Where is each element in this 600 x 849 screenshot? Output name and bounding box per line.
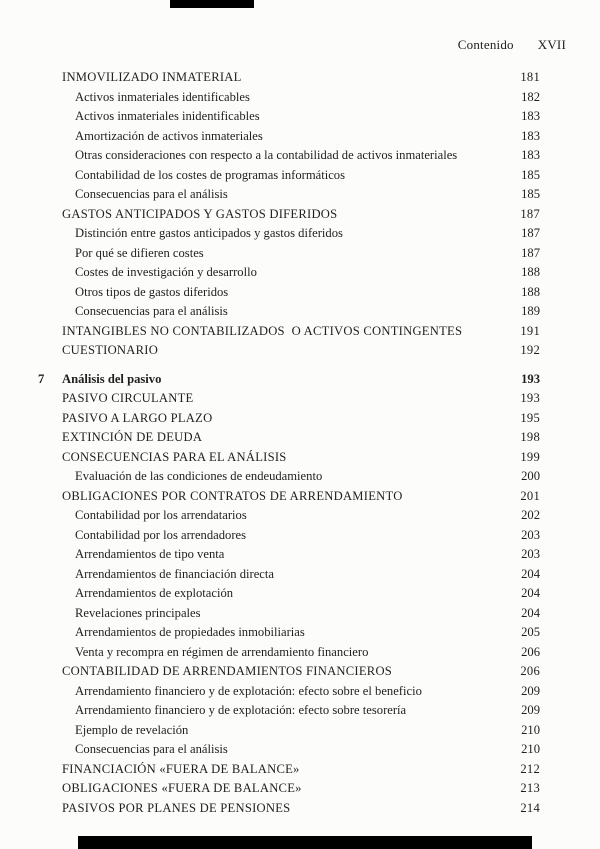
toc-entry (0, 185, 600, 205)
toc-entry-page: 204 (521, 586, 540, 600)
toc-entry (0, 224, 600, 244)
toc-entry-title: Otros tipos de gastos diferidos (75, 284, 229, 299)
toc-entry (0, 643, 600, 663)
toc-entry (0, 341, 600, 361)
toc-entry-page: 185 (521, 167, 540, 182)
toc-entry-title: PASIVO CIRCULANTE (62, 391, 194, 405)
toc-entry-page: 210 (521, 742, 540, 756)
toc-entry (0, 545, 600, 565)
toc-entry-page: 203 (521, 547, 540, 561)
toc-entry-page: 214 (520, 800, 540, 815)
toc-entry-title: Por qué se difieren costes (75, 245, 204, 260)
toc-entry-page: 192 (520, 343, 540, 357)
toc-entry-page: 195 (520, 410, 540, 425)
toc-entry (0, 283, 600, 303)
toc-entry-page: 191 (520, 323, 540, 338)
toc-entry-title: Evaluación de las condiciones de endeudamiento (75, 469, 323, 483)
toc-entry (0, 623, 600, 643)
toc-entry (0, 302, 600, 322)
toc-entry (0, 740, 600, 760)
toc-entry-title: Análisis del pasivo (62, 371, 162, 386)
scan-artifact-bottom (78, 836, 532, 849)
toc-entry-title: Arrendamientos de financiación directa (75, 566, 274, 581)
toc-entry-title: Venta y recompra en régimen de arrendamiento financiero (75, 644, 369, 659)
scan-artifact-top (170, 0, 254, 8)
toc-entry-page: 213 (520, 781, 540, 795)
toc-entry (0, 487, 600, 507)
toc-entry-title: PASIVO A LARGO PLAZO (62, 410, 213, 425)
running-header (458, 37, 566, 53)
toc-entry-title: INMOVILIZADO INMATERIAL (62, 70, 242, 84)
toc-entry (0, 662, 600, 682)
toc-entry (0, 409, 600, 429)
toc-entry (0, 604, 600, 624)
toc-entry (0, 721, 600, 741)
toc-entry (0, 127, 600, 147)
toc-entry (0, 263, 600, 283)
toc-entry-title: CONTABILIDAD DE ARRENDAMIENTOS FINANCIEROS (62, 664, 393, 678)
toc-entry-page: 182 (521, 89, 540, 104)
toc-entry-page: 200 (521, 469, 540, 483)
toc-entry (0, 584, 600, 604)
toc-entry-page: 212 (520, 761, 540, 776)
toc-entry-page: 187 (521, 245, 540, 260)
toc-entry (0, 68, 600, 88)
toc-entry-title: Contabilidad por los arrendadores (75, 527, 247, 542)
toc-entry-title: Activos inmateriales inidentificables (75, 109, 260, 123)
toc-entry (0, 701, 600, 721)
toc-entry-page: 209 (521, 683, 540, 698)
toc-entry-title: Ejemplo de revelación (75, 722, 189, 737)
toc-entry (0, 526, 600, 546)
toc-entry-title: Arrendamientos de explotación (75, 586, 234, 600)
toc-entry-title: FINANCIACIÓN «FUERA DE BALANCE» (62, 761, 300, 776)
toc-entry-page: 187 (521, 226, 540, 240)
toc-entry-title: EXTINCIÓN DE DEUDA (62, 430, 203, 444)
toc-entry-title: Distinción entre gastos anticipados y gastos diferidos (75, 226, 343, 240)
running-header-label: Contenido (457, 37, 514, 52)
toc-entry-page: 193 (520, 391, 540, 405)
toc-entry-page: 181 (520, 70, 540, 84)
running-header-page-number: XVII (537, 37, 566, 52)
toc-entry-page: 188 (521, 265, 540, 279)
toc-entry-title: Arrendamiento financiero y de explotación: efecto sobre tesorería (75, 703, 407, 717)
toc-entry-title: CUESTIONARIO (62, 343, 159, 357)
toc-entry-title: Otras consideraciones con respecto a la contabilidad de activos inmateriales (75, 148, 458, 162)
toc-entry (0, 322, 600, 342)
toc-entry (0, 760, 600, 780)
toc-entry-title: OBLIGACIONES «FUERA DE BALANCE» (62, 781, 302, 795)
toc-entry-page: 201 (520, 488, 540, 503)
toc-entry-title: Arrendamientos de propiedades inmobiliarias (75, 625, 305, 639)
toc-entry-title: Amortización de activos inmateriales (75, 128, 263, 143)
chapter-number: 7 (38, 371, 45, 386)
toc-entry-title: INTANGIBLES NO CONTABILIZADOS O ACTIVOS CONTINGENTES (62, 323, 463, 338)
toc-entry-page: 209 (521, 703, 540, 717)
toc-entry-title: Revelaciones principales (75, 605, 201, 620)
toc-entry-title: CONSECUENCIAS PARA EL ANÁLISIS (62, 449, 287, 464)
toc-entry-page: 193 (521, 371, 540, 386)
toc-entry-page: 183 (521, 109, 540, 123)
toc-entry (0, 205, 600, 225)
toc-entry (0, 428, 600, 448)
toc-entry (0, 107, 600, 127)
toc-entry-title: Consecuencias para el análisis (75, 742, 228, 756)
toc-entry (0, 389, 600, 409)
toc-entry-page: 188 (521, 284, 540, 299)
toc-entry-title: OBLIGACIONES POR CONTRATOS DE ARRENDAMIENTO (62, 488, 403, 503)
toc-entry-page: 185 (521, 187, 540, 201)
toc-entry-title: Consecuencias para el análisis (75, 187, 228, 201)
toc-entry (0, 88, 600, 108)
toc-entry (0, 682, 600, 702)
toc-entry-title: PASIVOS POR PLANES DE PENSIONES (62, 800, 291, 815)
toc-entry-title: Costes de investigación y desarrollo (75, 265, 257, 279)
toc-entry-page: 210 (521, 722, 540, 737)
toc-entry (0, 370, 600, 390)
toc-entry (0, 467, 600, 487)
toc-entry-page: 183 (521, 128, 540, 143)
toc-entry-page: 202 (521, 508, 540, 522)
toc-entry-title: Arrendamiento financiero y de explotación: efecto sobre el beneficio (75, 683, 422, 698)
toc-entry (0, 779, 600, 799)
toc-entry-page: 198 (520, 430, 540, 444)
toc-entry (0, 565, 600, 585)
toc-entry-page: 183 (521, 148, 540, 162)
toc-entry-page: 187 (520, 206, 540, 221)
toc-entry (0, 799, 600, 819)
toc-entry-page: 206 (520, 664, 540, 678)
toc-entry (0, 448, 600, 468)
toc-entry-title: Contabilidad de los costes de programas informáticos (75, 167, 346, 182)
toc-entry-title: GASTOS ANTICIPADOS Y GASTOS DIFERIDOS (62, 206, 338, 221)
toc-entry-title: Arrendamientos de tipo venta (75, 547, 225, 561)
toc-list (0, 68, 600, 818)
toc-entry-title: Activos inmateriales identificables (75, 89, 250, 104)
toc-entry-title: Consecuencias para el análisis (75, 304, 228, 318)
toc-entry (0, 506, 600, 526)
toc-entry-page: 205 (521, 625, 540, 639)
toc-entry-page: 203 (521, 527, 540, 542)
toc-entry-title: Contabilidad por los arrendatarios (75, 508, 247, 522)
toc-entry (0, 166, 600, 186)
toc-entry-page: 204 (521, 566, 540, 581)
toc-entry-page: 206 (521, 644, 540, 659)
toc-entry-page: 189 (521, 304, 540, 318)
toc-entry-page: 204 (521, 605, 540, 620)
toc-entry (0, 244, 600, 264)
toc-entry (0, 146, 600, 166)
toc-entry-page: 199 (520, 449, 540, 464)
